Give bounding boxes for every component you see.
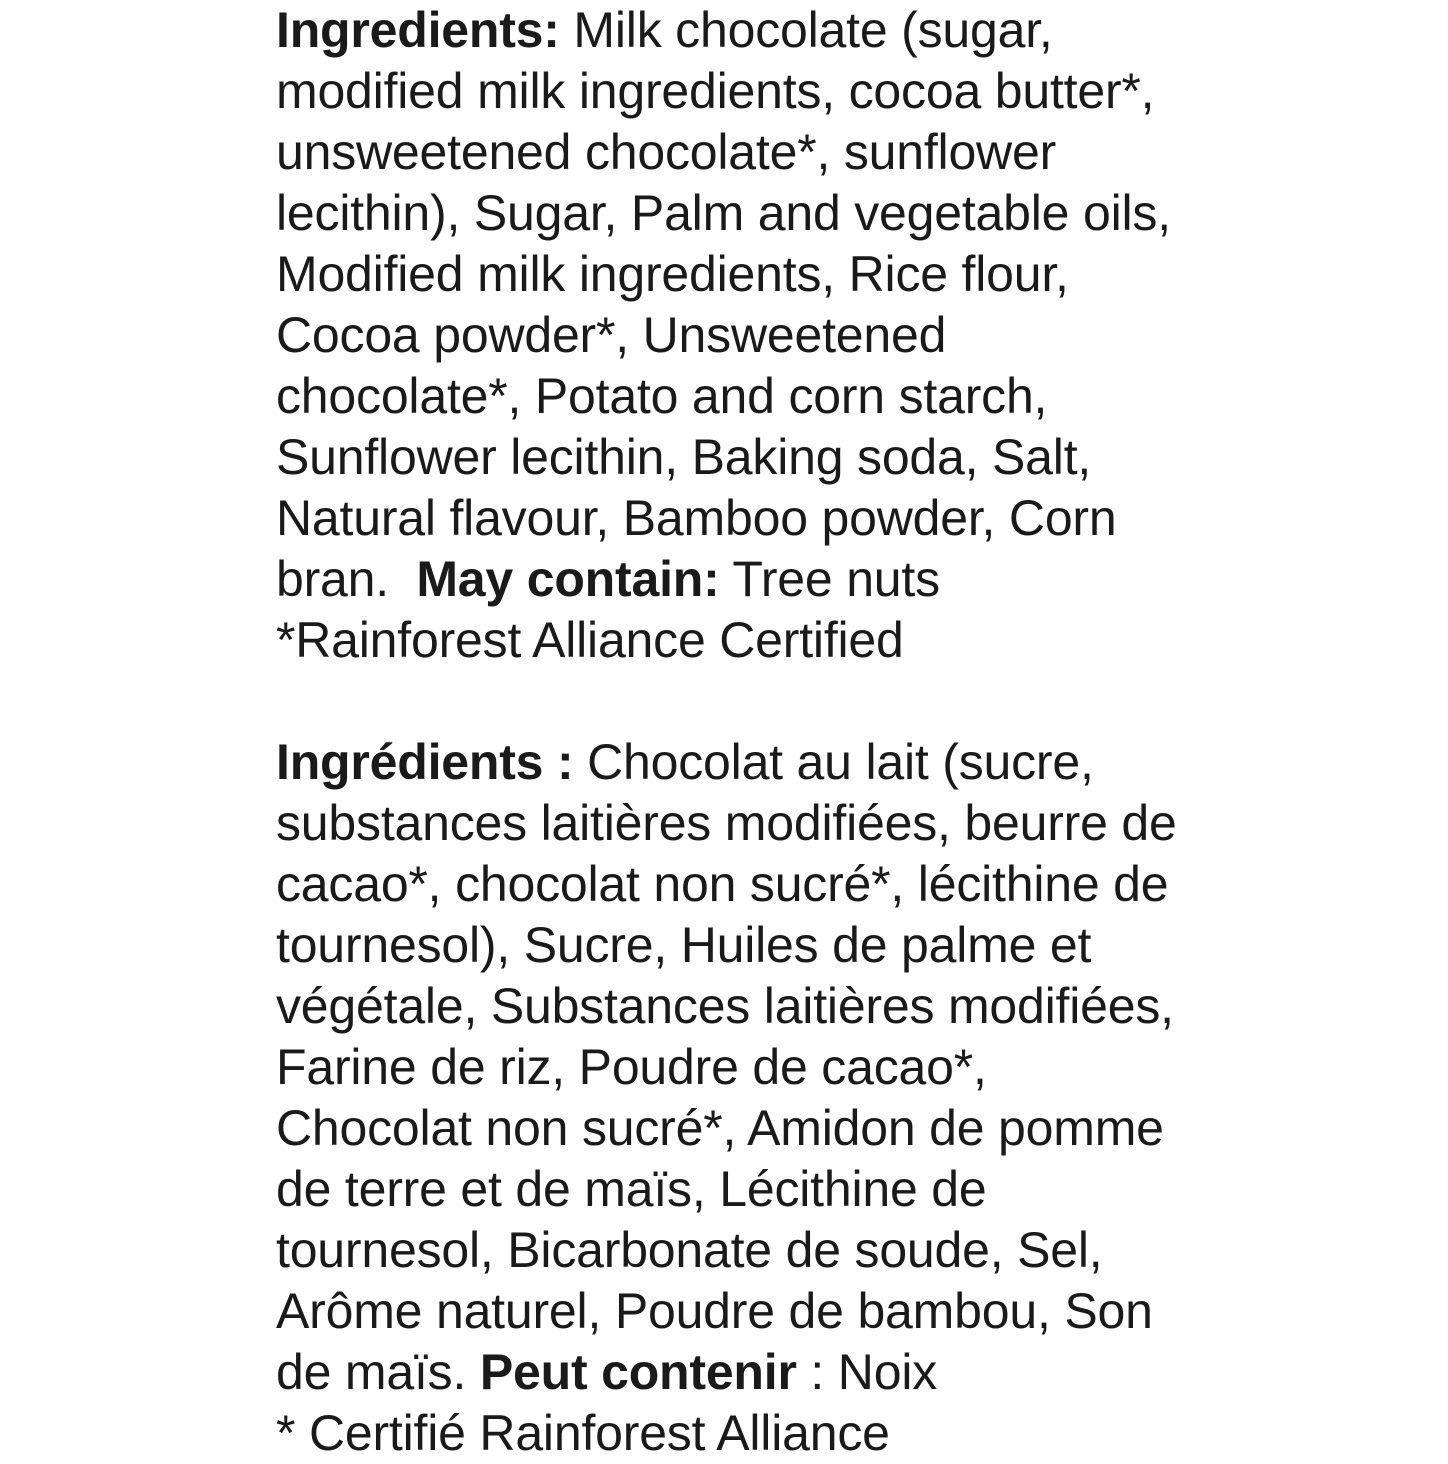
certification-note-en: *Rainforest Alliance Certified — [276, 612, 904, 668]
text-line: lecithin), Sugar, Palm and vegetable oils, — [276, 185, 1171, 241]
text-line: substances laitières modifiées, beurre de — [276, 795, 1177, 851]
text-line: tournesol), Sucre, Huiles de palme et — [276, 917, 1092, 973]
ingredients-heading-fr: Ingrédients : — [276, 734, 574, 790]
text-line: cacao*, chocolat non sucré*, lécithine de — [276, 856, 1169, 912]
text-line: végétale, Substances laitières modifiées, — [276, 978, 1174, 1034]
french-ingredients — [276, 732, 1196, 1464]
text-line: Natural flavour, Bamboo powder, Corn — [276, 490, 1117, 546]
text-line: Farine de riz, Poudre de cacao*, — [276, 1039, 987, 1095]
ingredients-heading-en: Ingredients: — [276, 2, 560, 58]
ingredients-label — [276, 0, 1196, 1464]
text-line: Cocoa powder*, Unsweetened — [276, 307, 947, 363]
text-line: chocolate*, Potato and corn starch, — [276, 368, 1048, 424]
text-line: Chocolat non sucré*, Amidon de pomme — [276, 1100, 1164, 1156]
text-line: de terre et de maïs, Lécithine de — [276, 1161, 987, 1217]
text-line: Arôme naturel, Poudre de bambou, Son — [276, 1283, 1153, 1339]
text-line: de maïs. Peut contenir : Noix — [276, 1344, 938, 1400]
text-line: Ingredients: Milk chocolate (sugar, — [276, 2, 1053, 58]
certification-note-fr: * Certifié Rainforest Alliance — [276, 1405, 890, 1461]
english-ingredients — [276, 0, 1196, 671]
text-line: Ingrédients : Chocolat au lait (sucre, — [276, 734, 1094, 790]
may-contain-value-en: Tree nuts — [719, 551, 940, 607]
may-contain-label-fr: Peut contenir — [479, 1344, 797, 1400]
may-contain-value-fr: : Noix — [796, 1344, 938, 1400]
text-line: unsweetened chocolate*, sunflower — [276, 124, 1057, 180]
text-line: modified milk ingredients, cocoa butter*, — [276, 63, 1155, 119]
text-line: bran. May contain: Tree nuts — [276, 551, 940, 607]
text-line: Sunflower lecithin, Baking soda, Salt, — [276, 429, 1092, 485]
may-contain-label-en: May contain: — [416, 551, 720, 607]
section-divider — [276, 671, 1196, 732]
text-line: Modified milk ingredients, Rice flour, — [276, 246, 1069, 302]
text-line: tournesol, Bicarbonate de soude, Sel, — [276, 1222, 1103, 1278]
